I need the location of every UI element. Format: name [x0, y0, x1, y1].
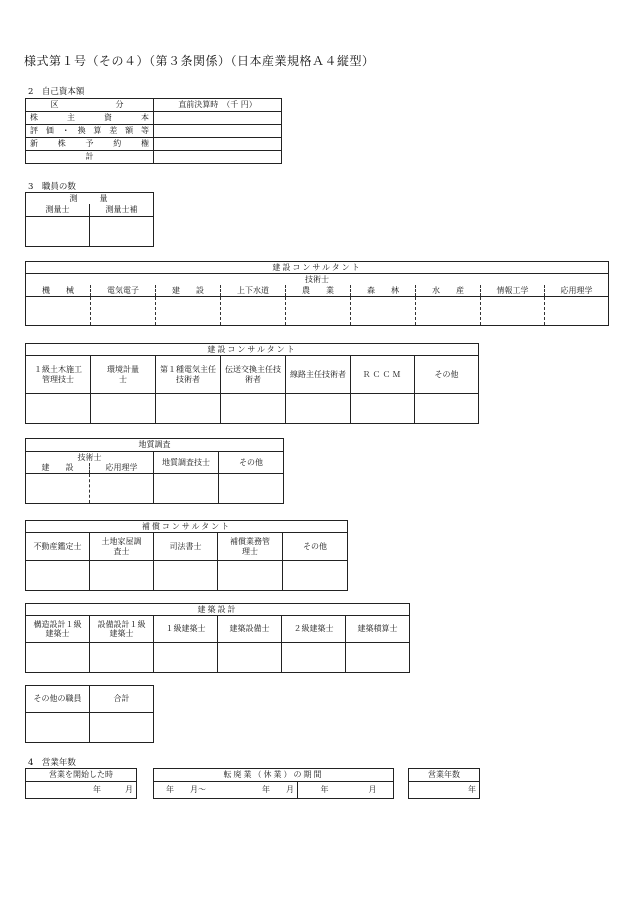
consultant2-col-header: ＲＣＣＭ: [351, 356, 415, 394]
capital-row-label: 株 主 資 本: [26, 112, 154, 125]
consultant2-col-header: 線路主任技術者: [286, 356, 351, 394]
page-title: 様式第１号（その４）（第３条関係）（日本産業規格Ａ４縦型）: [24, 54, 375, 68]
business-years-value[interactable]: 年: [409, 782, 480, 799]
consultant-value-cell[interactable]: [545, 297, 609, 326]
geology-col-header: 地質調査技士: [154, 452, 219, 474]
consultant2-value-cell[interactable]: [91, 394, 156, 424]
consultant2-col-header: １級土木施工管理技士: [26, 356, 91, 394]
architecture-col-header: 構造設計１級建築士: [26, 616, 90, 643]
other-staff-value-cell[interactable]: [26, 713, 90, 743]
capital-row-value[interactable]: [154, 151, 282, 164]
architecture-col-header: ２級建築士: [282, 616, 346, 643]
consultant2-col-header: 伝送交換主任技術者: [221, 356, 286, 394]
consultant2-value-cell[interactable]: [286, 394, 351, 424]
capital-row-label: 計: [26, 151, 154, 164]
consultant-col-header: 農 業: [286, 285, 351, 297]
consultant2-col-header: その他: [415, 356, 479, 394]
survey-col-header: 測量士補: [90, 204, 154, 217]
suspension-period-header: 転廃業（休業）の期間: [154, 769, 394, 782]
capital-row-label: 評価・換算差額等: [26, 125, 154, 138]
consultant-value-cell[interactable]: [91, 297, 156, 326]
consultant-col-header: 情報工学: [481, 285, 545, 297]
consultant-col-header: 機 械: [26, 285, 91, 297]
geology-group-header: 地質調査: [26, 439, 284, 452]
consultant-value-cell[interactable]: [26, 297, 91, 326]
capital-row-value[interactable]: [154, 112, 282, 125]
consultant2-value-cell[interactable]: [26, 394, 91, 424]
compensation-value-cell[interactable]: [26, 561, 90, 591]
consultant2-group-header: 建設コンサルタント: [26, 344, 479, 356]
business-start-header: 営業を開始した時: [26, 769, 137, 782]
architecture-col-header: 設備設計１級建築士: [90, 616, 154, 643]
consultant-value-cell[interactable]: [481, 297, 545, 326]
consultant-tech-table: [25, 261, 609, 326]
consultant-col-header: 森 林: [351, 285, 416, 297]
compensation-value-cell[interactable]: [283, 561, 348, 591]
consultant-value-cell[interactable]: [286, 297, 351, 326]
compensation-group-header: 補償コンサルタント: [26, 521, 348, 533]
total-staff-header: 合計: [90, 686, 154, 713]
architecture-value-cell[interactable]: [346, 643, 410, 673]
capital-row-label: 新 株 予 約 権: [26, 138, 154, 151]
consultant2-value-cell[interactable]: [156, 394, 221, 424]
consultant2-value-cell[interactable]: [415, 394, 479, 424]
consultant-col-header: 電気電子: [91, 285, 156, 297]
consultant-value-cell[interactable]: [221, 297, 286, 326]
compensation-value-cell[interactable]: [218, 561, 283, 591]
architecture-col-header: 建築積算士: [346, 616, 410, 643]
architecture-value-cell[interactable]: [282, 643, 346, 673]
compensation-col-header: 補償業務管理士: [218, 533, 283, 561]
consultant-col-header: 上下水道: [221, 285, 286, 297]
business-start-value[interactable]: 年 月: [26, 782, 137, 799]
suspension-period-table: [153, 768, 394, 799]
survey-group-header: 測 量: [26, 193, 154, 204]
geology-value-cell[interactable]: [219, 474, 284, 504]
geology-col-header: その他: [219, 452, 284, 474]
architecture-table: [25, 603, 410, 673]
staff-heading: 3 職員の数: [28, 182, 76, 192]
architecture-col-header: 建築設備士: [218, 616, 282, 643]
survey-table: [25, 192, 154, 247]
business-years-heading: 4 営業年数: [28, 758, 76, 768]
capital-amount-header: 直前決算時 （千 円）: [154, 99, 282, 112]
compensation-table: [25, 520, 348, 591]
architecture-col-header: １級建築士: [154, 616, 218, 643]
other-staff-table: [25, 685, 154, 743]
geology-sub-col-header: 応用理学: [90, 463, 154, 474]
consultant-col-header: 水 産: [416, 285, 481, 297]
consultant2-value-cell[interactable]: [351, 394, 415, 424]
architecture-value-cell[interactable]: [218, 643, 282, 673]
architecture-value-cell[interactable]: [26, 643, 90, 673]
consultant-col-header: 応用理学: [545, 285, 609, 297]
business-start-table: [25, 768, 137, 799]
capital-heading: 2 自己資本額: [28, 87, 85, 97]
compensation-col-header: 土地家屋調査士: [90, 533, 154, 561]
architecture-value-cell[interactable]: [90, 643, 154, 673]
suspension-to-value[interactable]: 年 月: [234, 782, 298, 799]
consultant2-col-header: 第１種電気主任技術者: [156, 356, 221, 394]
consultant-value-cell[interactable]: [351, 297, 416, 326]
business-years-header: 営業年数: [409, 769, 480, 782]
compensation-value-cell[interactable]: [90, 561, 154, 591]
consultant-group-header: 建設コンサルタント: [26, 262, 609, 274]
consultant-other-table: [25, 343, 479, 424]
geology-value-cell[interactable]: [154, 474, 219, 504]
consultant-value-cell[interactable]: [416, 297, 481, 326]
compensation-col-header: 司法書士: [154, 533, 218, 561]
geology-value-cell[interactable]: [90, 474, 154, 504]
capital-row-value[interactable]: [154, 125, 282, 138]
consultant2-col-header: 環境計量士: [91, 356, 156, 394]
total-staff-value-cell[interactable]: [90, 713, 154, 743]
capital-category-header: 区 分: [26, 99, 154, 112]
geology-table: [25, 438, 284, 504]
compensation-col-header: その他: [283, 533, 348, 561]
survey-value-cell[interactable]: [90, 217, 154, 247]
business-years-table: [408, 768, 480, 799]
survey-col-header: 測量士: [26, 204, 90, 217]
suspension-other-value[interactable]: 年 月: [298, 782, 394, 799]
architecture-value-cell[interactable]: [154, 643, 218, 673]
consultant2-value-cell[interactable]: [221, 394, 286, 424]
survey-value-cell[interactable]: [26, 217, 90, 247]
consultant-col-header: 建 設: [156, 285, 221, 297]
consultant-subgroup-header: 技術士: [26, 274, 609, 285]
consultant-value-cell[interactable]: [156, 297, 221, 326]
compensation-col-header: 不動産鑑定士: [26, 533, 90, 561]
compensation-value-cell[interactable]: [154, 561, 218, 591]
geology-value-cell[interactable]: [26, 474, 90, 504]
suspension-from-value[interactable]: 年 月～: [154, 782, 234, 799]
capital-row-value[interactable]: [154, 138, 282, 151]
other-staff-header: その他の職員: [26, 686, 90, 713]
geology-subgroup-header: 技術士: [26, 452, 154, 463]
capital-table: [25, 98, 282, 164]
geology-sub-col-header: 建 設: [26, 463, 90, 474]
architecture-group-header: 建築設計: [26, 604, 410, 616]
